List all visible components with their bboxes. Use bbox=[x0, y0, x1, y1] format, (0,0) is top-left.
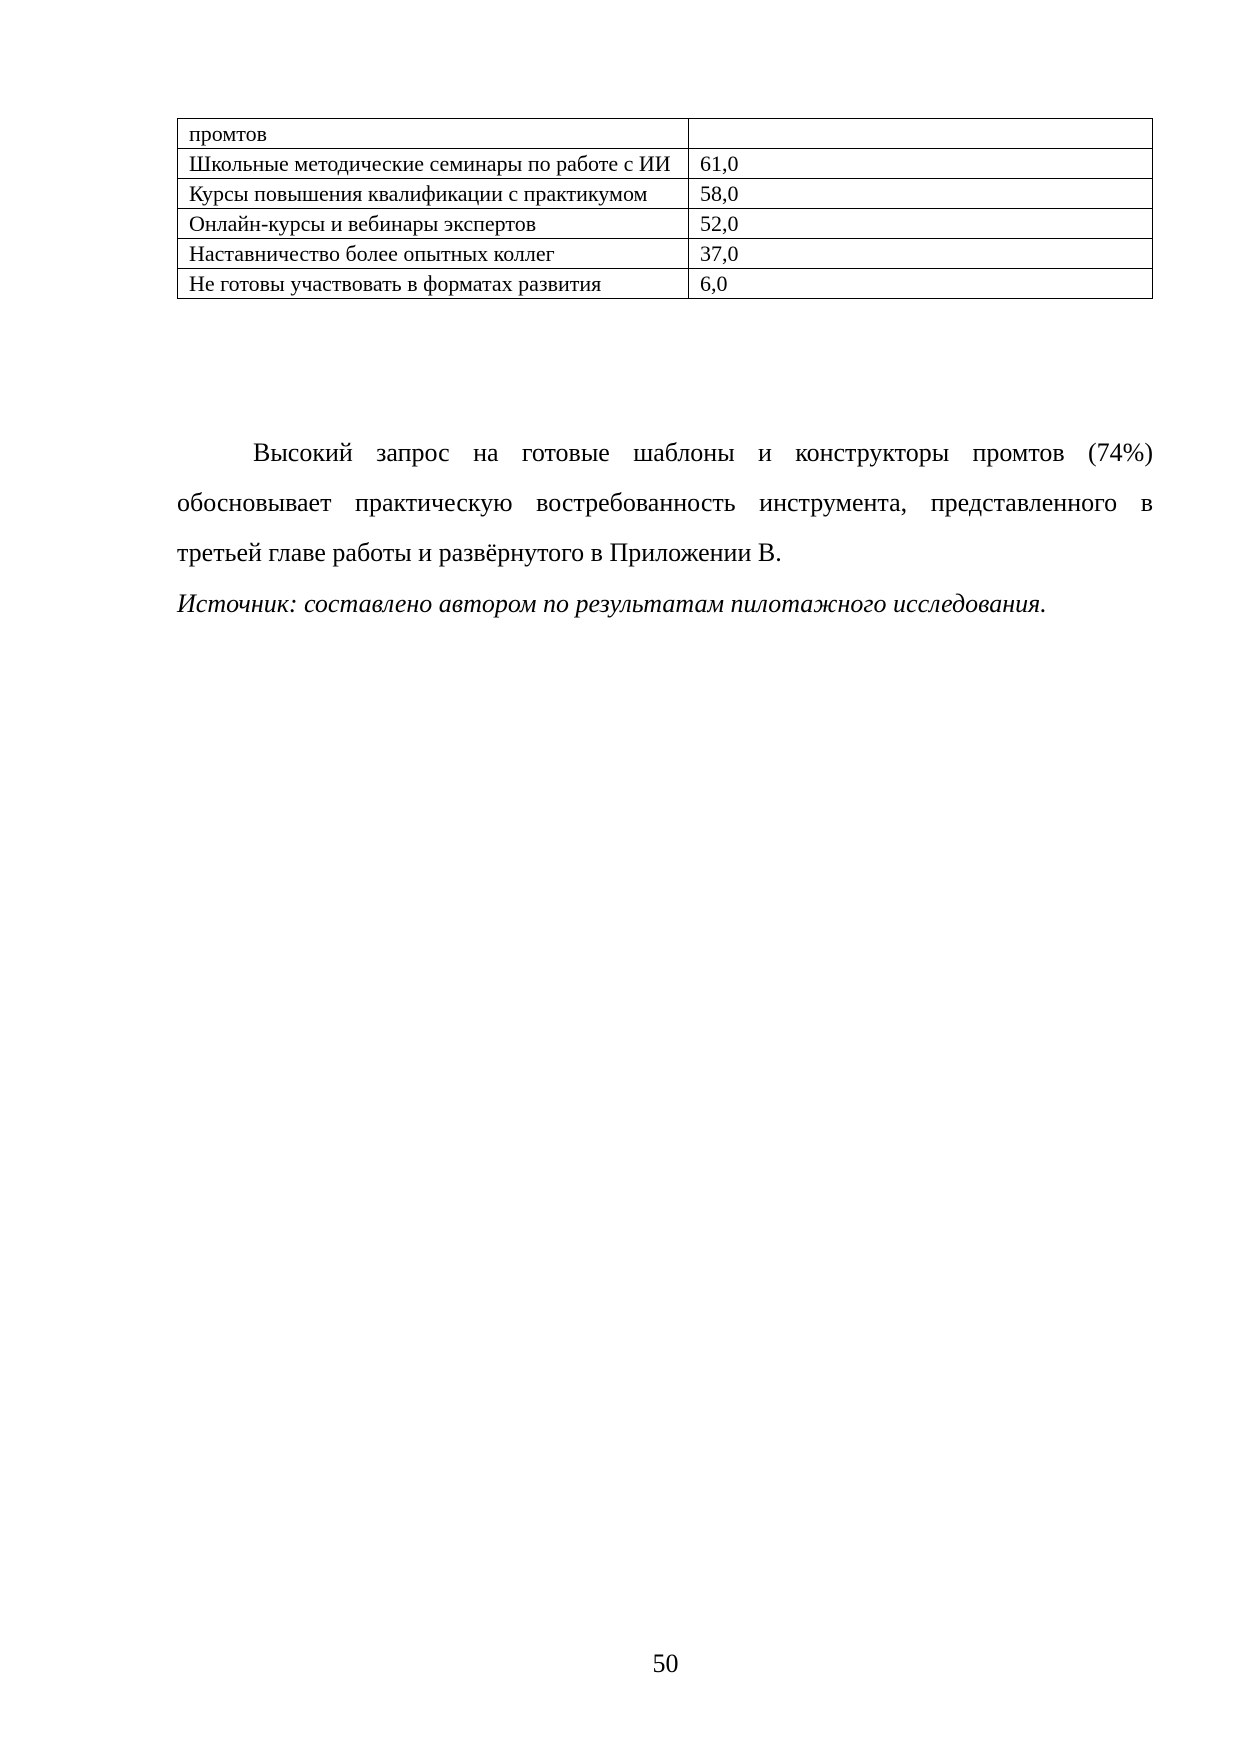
table-row bbox=[178, 149, 1153, 179]
table-cell-label: Не готовы участвовать в форматах развития bbox=[178, 269, 689, 299]
table-row bbox=[178, 179, 1153, 209]
table-row bbox=[178, 239, 1153, 269]
table-row bbox=[178, 269, 1153, 299]
table-cell-value: 61,0 bbox=[689, 149, 1153, 179]
table-cell-value: 52,0 bbox=[689, 209, 1153, 239]
table-cell-value: 37,0 bbox=[689, 239, 1153, 269]
table-cell-value: 6,0 bbox=[689, 269, 1153, 299]
body-paragraph: Высокий запрос на готовые шаблоны и конструкторы промтов (74%) обосновывает практическую востребованность инструмента, представленного в третьей главе работы и развёрнутого в Приложении В. bbox=[177, 438, 1153, 567]
table-cell-label: Онлайн-курсы и вебинары экспертов bbox=[178, 209, 689, 239]
table-cell-label: Наставничество более опытных коллег bbox=[178, 239, 689, 269]
table-cell-label: Курсы повышения квалификации с практикумом bbox=[178, 179, 689, 209]
table-cell-label: Школьные методические семинары по работе с ИИ bbox=[178, 149, 689, 179]
source-note: Источник: составлено автором по результатам пилотажного исследования. bbox=[177, 589, 1047, 618]
table-row bbox=[178, 119, 1153, 149]
table-cell-value: 58,0 bbox=[689, 179, 1153, 209]
table-cell-value bbox=[689, 119, 1153, 149]
results-table bbox=[177, 118, 1153, 299]
table-cell-label: промтов bbox=[178, 119, 689, 149]
table-row bbox=[178, 209, 1153, 239]
page-number: 50 bbox=[652, 1649, 679, 1678]
